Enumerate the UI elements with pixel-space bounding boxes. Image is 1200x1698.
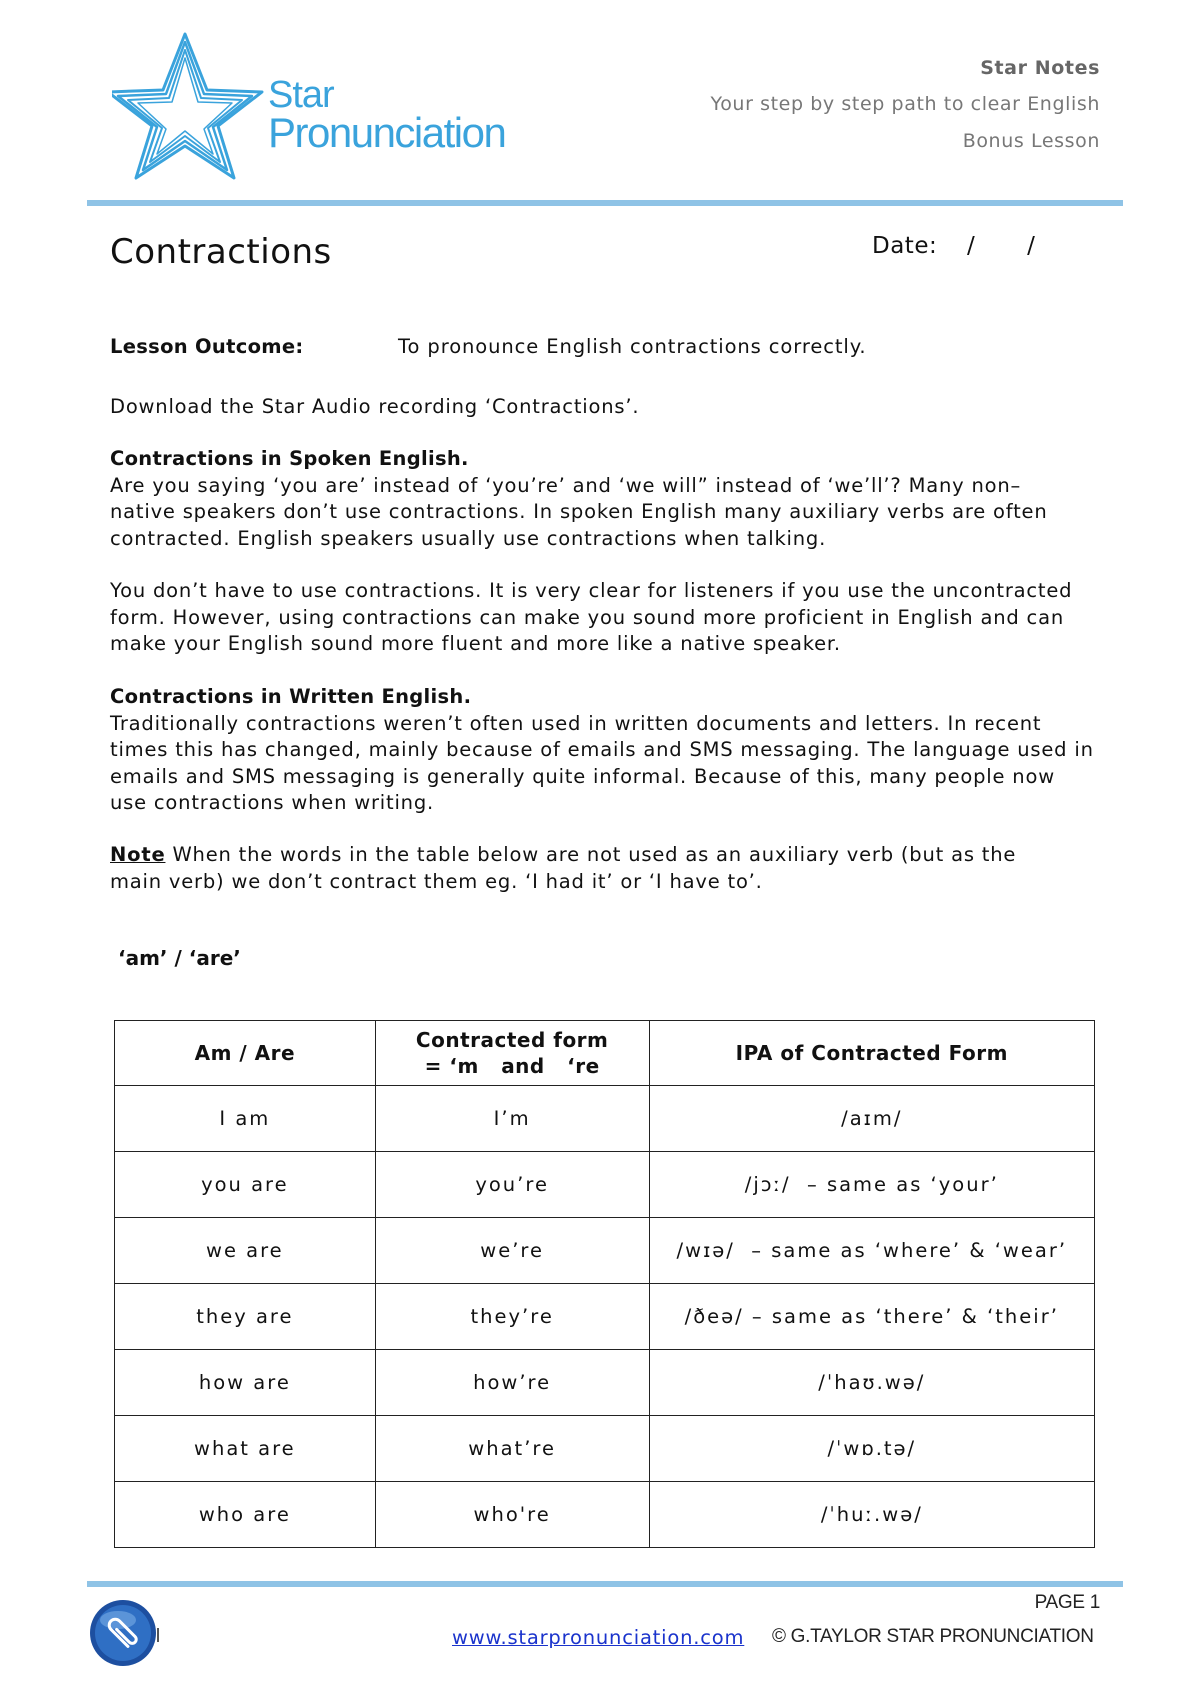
cell-contracted: who're xyxy=(375,1482,649,1548)
outcome-text: To pronounce English contractions correctly. xyxy=(398,335,867,358)
date-field xyxy=(872,233,1035,259)
table-row xyxy=(115,1152,1095,1218)
table-row xyxy=(115,1482,1095,1548)
header-divider xyxy=(87,200,1123,206)
written-section xyxy=(110,684,1094,817)
note-label: Note xyxy=(110,843,166,866)
table-row xyxy=(115,1350,1095,1416)
cell-ipa: /jɔː/ – same as ‘your’ xyxy=(649,1152,1094,1218)
brand-name xyxy=(268,76,505,154)
spoken-paragraph: Are you saying ‘you are’ instead of ‘you’re’ and ‘we will” instead of ‘we’ll’? Many non–native speakers don’t use contractions. In spoken English many auxiliary verbs are often contracted. English speakers usually use contractions when talking. xyxy=(110,473,1048,550)
table-row xyxy=(115,1218,1095,1284)
header-title: Star Notes xyxy=(980,57,1100,79)
header-line: = ‘m and ‘re xyxy=(424,1054,600,1078)
cell-ipa: /ðeə/ – same as ‘there’ & ‘their’ xyxy=(649,1284,1094,1350)
contractions-table xyxy=(114,1020,1095,1548)
header-cell: IPA of Contracted Form xyxy=(649,1021,1094,1086)
cell-contracted: we’re xyxy=(375,1218,649,1284)
cell-contracted: I’m xyxy=(375,1086,649,1152)
cell-full-form: what are xyxy=(115,1416,376,1482)
badge-separator xyxy=(157,1628,159,1642)
header-lesson: Bonus Lesson xyxy=(962,130,1100,152)
footer-divider xyxy=(87,1581,1123,1587)
spoken-section xyxy=(110,446,1090,552)
cell-ipa: /ˈwɒ.tə/ xyxy=(649,1416,1094,1482)
cell-ipa: /ˈhuː.wə/ xyxy=(649,1482,1094,1548)
page-number: PAGE 1 xyxy=(1034,1592,1100,1613)
brand-line2: Pronunciation xyxy=(268,109,506,156)
outcome-label: Lesson Outcome: xyxy=(110,335,304,358)
cell-contracted: how’re xyxy=(375,1350,649,1416)
cell-full-form: they are xyxy=(115,1284,376,1350)
date-label: Date: xyxy=(872,233,938,259)
cell-contracted: what’re xyxy=(375,1416,649,1482)
cell-full-form: you are xyxy=(115,1152,376,1218)
table-row xyxy=(115,1284,1095,1350)
written-heading: Contractions in Written English. xyxy=(110,685,472,708)
cell-full-form: how are xyxy=(115,1350,376,1416)
download-text: Download the Star Audio recording ‘Contractions’. xyxy=(110,395,640,418)
date-separator: / xyxy=(1027,233,1036,259)
table-row xyxy=(115,1416,1095,1482)
table-title: ‘am’ / ‘are’ xyxy=(118,946,241,970)
table-row xyxy=(115,1086,1095,1152)
cell-full-form: I am xyxy=(115,1086,376,1152)
cell-ipa: /aɪm/ xyxy=(649,1086,1094,1152)
paperclip-badge-icon xyxy=(88,1598,158,1668)
spoken-paragraph-2: You don’t have to use contractions. It is very clear for listeners if you use the uncontracted form. However, using contractions can make you sound more proficient in English and can make your English sound more fluent and more like a native speaker. xyxy=(110,579,1073,655)
header-cell xyxy=(375,1021,649,1086)
page-title: Contractions xyxy=(110,232,332,272)
brand-line1: Star xyxy=(268,74,334,116)
header-subtitle: Your step by step path to clear English xyxy=(710,93,1100,115)
note xyxy=(110,842,1050,895)
cell-full-form: we are xyxy=(115,1218,376,1284)
note-text: When the words in the table below are not used as an auxiliary verb (but as the main verb) we don’t contract them eg. ‘I had it’ or ‘I have to’. xyxy=(110,843,1017,893)
table-header-row xyxy=(115,1021,1095,1086)
copyright: © G.TAYLOR STAR PRONUNCIATION xyxy=(772,1626,1094,1647)
header-line: Contracted form xyxy=(415,1028,609,1052)
header-cell: Am / Are xyxy=(115,1021,376,1086)
cell-contracted: you’re xyxy=(375,1152,649,1218)
cell-full-form: who are xyxy=(115,1482,376,1548)
date-separator: / xyxy=(967,233,976,259)
cell-contracted: they’re xyxy=(375,1284,649,1350)
website-link[interactable]: www.starpronunciation.com xyxy=(452,1626,745,1649)
cell-ipa: /ˈhaʊ.wə/ xyxy=(649,1350,1094,1416)
cell-ipa: /wɪə/ – same as ‘where’ & ‘wear’ xyxy=(649,1218,1094,1284)
written-paragraph: Traditionally contractions weren’t often used in written documents and letters. In recent times this has changed, mainly because of emails and SMS messaging. The language used in emails and SMS messaging is generally quite informal. Because of this, many people now use contractions when writing. xyxy=(110,711,1094,814)
spoken-heading: Contractions in Spoken English. xyxy=(110,447,469,470)
